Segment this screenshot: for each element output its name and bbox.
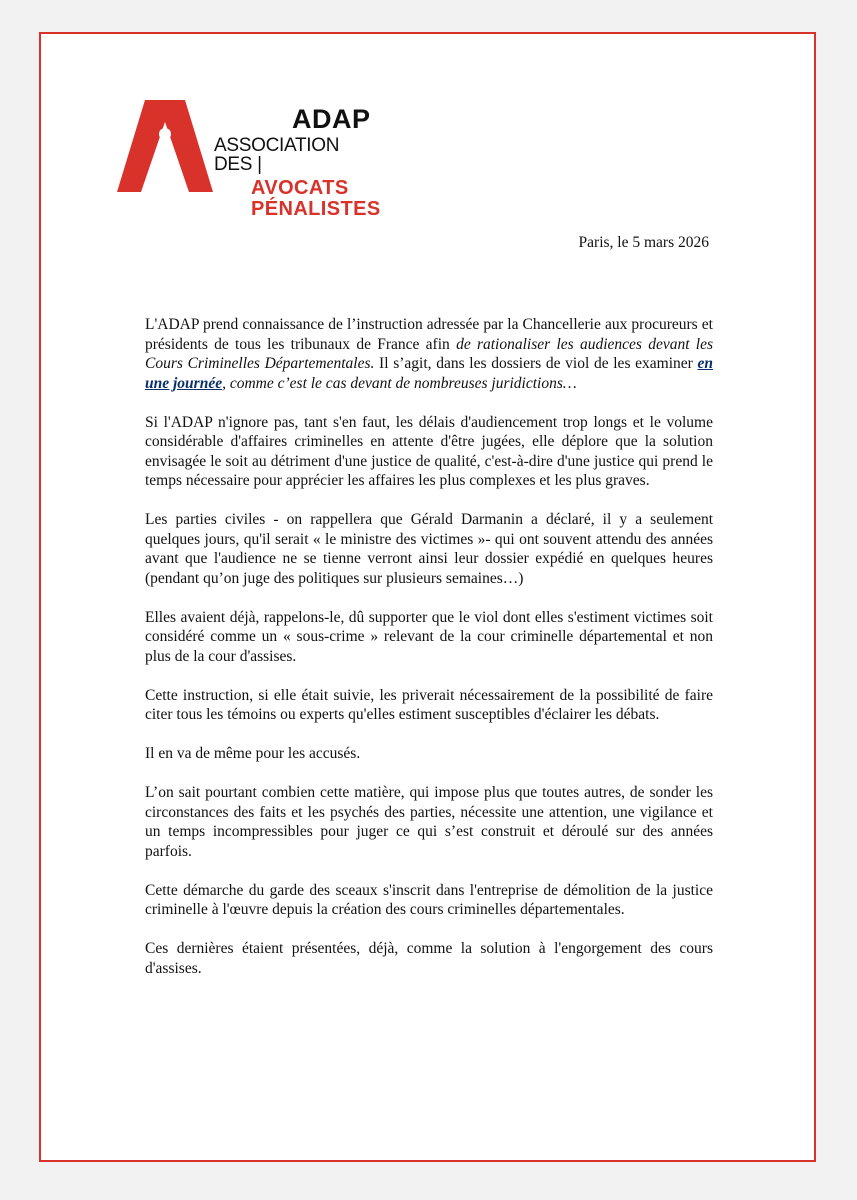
paragraph-intro	[145, 315, 713, 393]
intro-italic-tail: , comme c’est le cas devant de nombreuses juridictions…	[222, 374, 577, 392]
paragraph: Ces dernières étaient présentées, déjà, comme la solution à l'engorgement des cours d'assises.	[145, 940, 713, 977]
letter-date: Paris, le 5 mars 2026	[578, 234, 709, 251]
logo-acronym: ADAP	[292, 104, 371, 134]
logo-penalistes: PÉNALISTES	[251, 198, 381, 220]
adap-a-logo-icon	[117, 100, 213, 192]
paragraph: Il en va de même pour les accusés.	[145, 745, 361, 762]
logo-wordmark	[214, 106, 381, 219]
intro-text-c: Il s’agit, dans les dossiers de viol de les examiner	[374, 355, 698, 372]
paragraph: Les parties civiles - on rappellera que Gérald Darmanin a déclaré, il y a seulement quelques jours, qu'il serait « le ministre des victimes »- qui ont souvent attendu des années avant que l'audience ne se tienne verront ainsi leur dossier expédié en quelques heures (pendant qu’on juge des politiques sur plusieurs semaines…)	[145, 511, 713, 587]
adap-logo	[117, 100, 381, 220]
paragraph: L’on sait pourtant combien cette matière, qui impose plus que toutes autres, de sonder les circonstances des faits et les psychés des parties, nécessite une attention, une vigilance et un temps incompressibles pour juger ce qui s’est construit et déroulé sur des années parfois.	[145, 784, 713, 860]
paragraph: Si l'ADAP n'ignore pas, tant s'en faut, les délais d'audiencement trop longs et le volume considérable d'affaires criminelles en attente d'être jugées, elle déplore que la solution envisagée le soit au détriment d'une justice de qualité, c'est-à-dire d'une justice qui prend le temps nécessaire pour apprécier les affaires les plus complexes et les plus graves.	[145, 413, 713, 489]
logo-association: ASSOCIATION DES |	[214, 135, 340, 175]
intro-italic-rationaliser: de rationaliser les audiences devant les Cours Criminelles Départementales.	[145, 335, 714, 372]
paragraph: Elles avaient déjà, rappelons-le, dû supporter que le viol dont elles s'estiment victimes soit considéré comme un « sous-crime » relevant de la cour criminelle départemental et non plus de la cour d'assises.	[145, 608, 713, 665]
letter-body	[145, 315, 713, 998]
paragraph: Cette instruction, si elle était suivie, les priverait nécessairement de la possibilité de faire citer tous les témoins ou experts qu'elles estiment susceptibles d'éclairer les débats.	[145, 686, 713, 723]
logo-avocats: AVOCATS	[251, 177, 349, 199]
intro-emphasis-une-journee: en une journée	[145, 355, 714, 392]
document-page	[39, 32, 816, 1162]
paragraph: Cette démarche du garde des sceaux s'inscrit dans l'entreprise de démolition de la justice criminelle à l'œuvre depuis la création des cours criminelles départementales.	[145, 881, 713, 918]
intro-text-a: L'ADAP prend connaissance de l’instruction adressée par la Chancellerie aux procureurs et présidents de tous les tribunaux de France afin	[145, 316, 713, 353]
